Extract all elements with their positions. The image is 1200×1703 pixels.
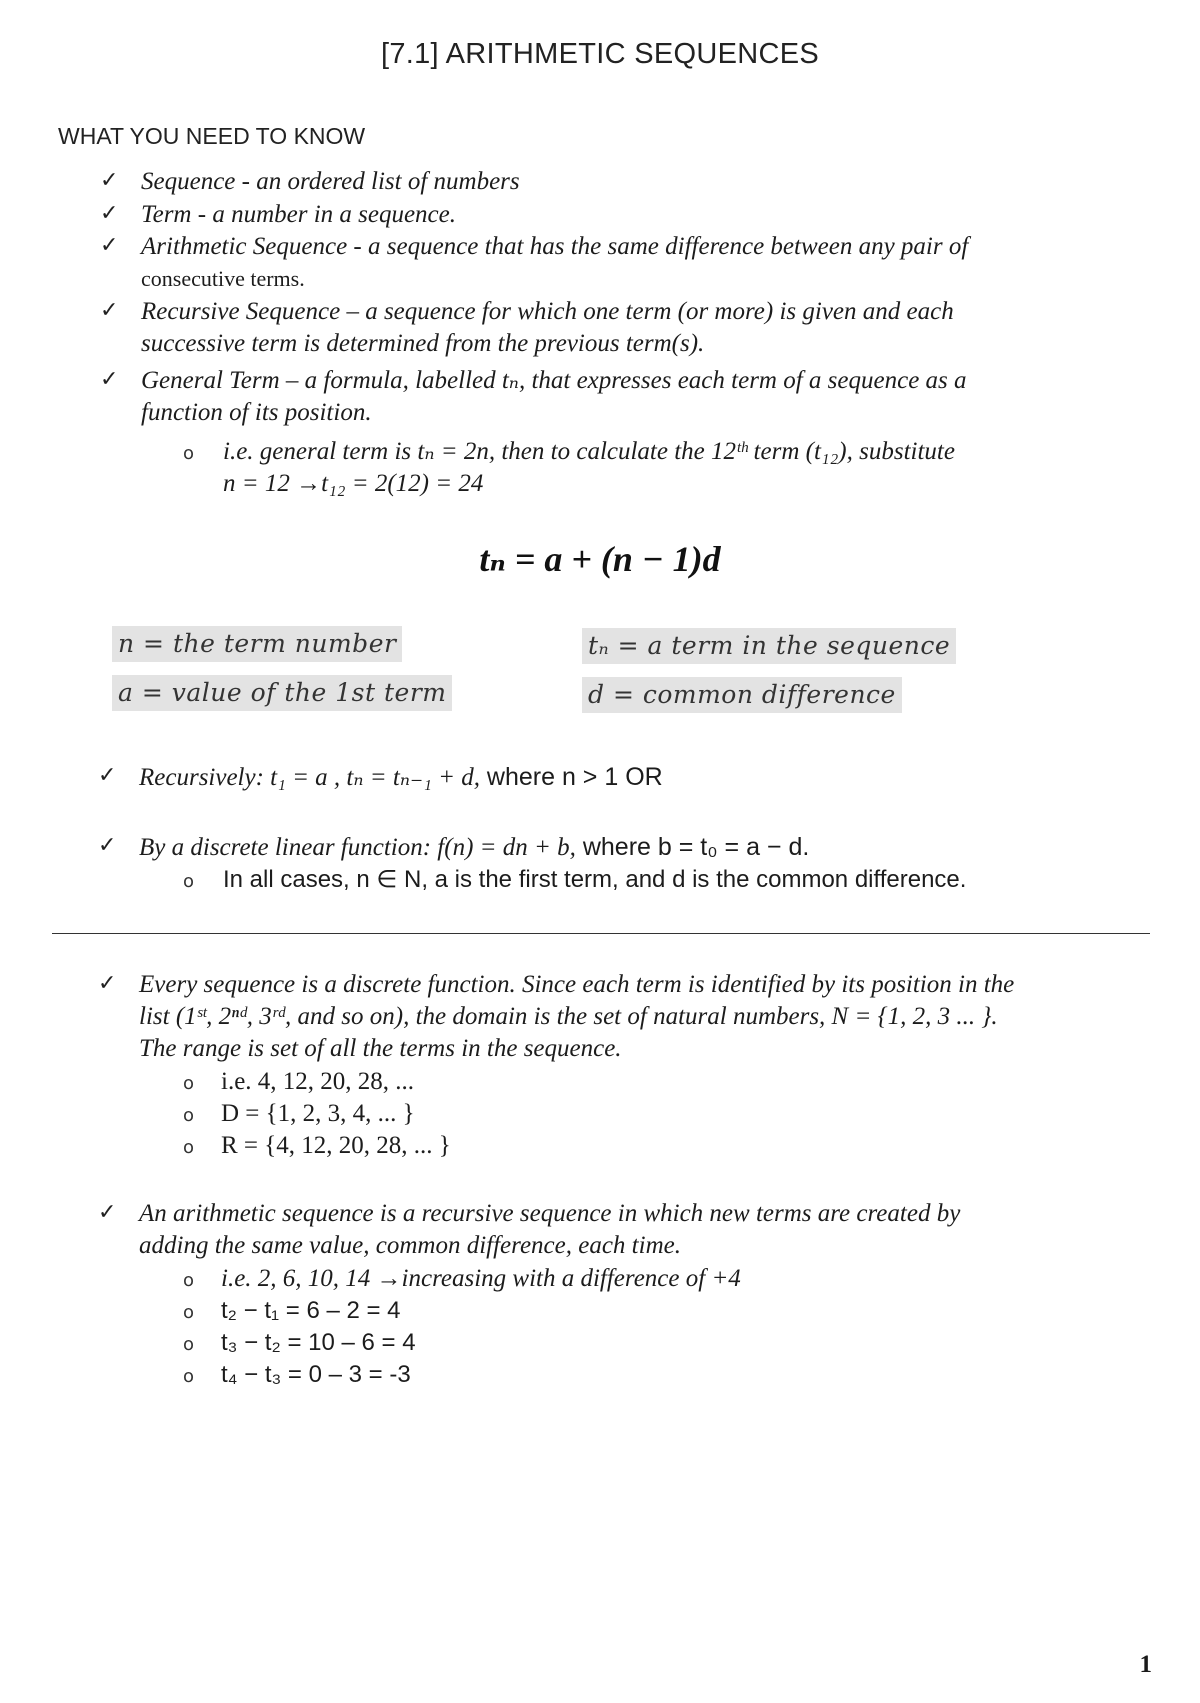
definition-sequence: Sequence - an ordered list of numbers	[141, 168, 520, 195]
range-set: R = {4, 12, 20, 28, ... }	[221, 1132, 451, 1159]
checkmark-icon: ✓	[100, 367, 119, 392]
difference-2: t₃ − t₂ = 10 – 6 = 4	[221, 1329, 416, 1356]
definition-arithmetic-line1: Arithmetic Sequence - a sequence that has the same difference between any pair of	[141, 233, 969, 260]
all-cases-note: In all cases, n ∈ N, a is the first term, and d is the common difference.	[223, 866, 967, 893]
arith-recursive-line2: adding the same value, common difference, each time.	[139, 1232, 681, 1259]
page-title: [7.1] ARITHMETIC SEQUENCES	[380, 38, 820, 70]
checkmark-icon: ✓	[98, 833, 117, 858]
difference-3: t₄ − t₃ = 0 – 3 = -3	[221, 1361, 411, 1388]
var-tn-definition: tₙ = a term in the sequence	[582, 628, 956, 664]
checkmark-icon: ✓	[98, 763, 117, 788]
section-divider	[52, 933, 1150, 934]
checkmark-icon: ✓	[98, 971, 117, 996]
definition-general-line2: function of its position.	[141, 399, 372, 426]
definition-arithmetic-line2: consecutive terms.	[141, 266, 305, 291]
definition-general-line1: General Term – a formula, labelled tₙ, that expresses each term of a sequence as a	[141, 367, 967, 394]
checkmark-icon: ✓	[98, 1200, 117, 1225]
every-sequence-line3: The range is set of all the terms in the sequence.	[139, 1035, 622, 1062]
checkmark-icon: ✓	[100, 298, 119, 323]
var-a-definition: a = value of the 1st term	[112, 675, 452, 711]
bullet-icon: o	[183, 1302, 195, 1323]
checkmark-icon: ✓	[100, 233, 119, 258]
sequence-example: i.e. 4, 12, 20, 28, ...	[221, 1068, 415, 1095]
discrete-function-formula: By a discrete linear function: f(n) = dn + b, where b = t₀ = a − d.	[139, 833, 810, 861]
difference-1: t₂ − t₁ = 6 – 2 = 4	[221, 1297, 401, 1324]
bullet-icon: o	[183, 1366, 195, 1387]
var-n-definition: n = the term number	[112, 626, 402, 662]
every-sequence-line1: Every sequence is a discrete function. Since each term is identified by its position in the	[139, 971, 1015, 998]
general-term-formula: tₙ = a + (n − 1)d	[479, 539, 721, 579]
recursive-formula: Recursively: t₁ = a , tₙ = tₙ₋₁ + d, where n > 1 OR	[139, 763, 663, 791]
definition-recursive-line2: successive term is determined from the previous term(s).	[141, 330, 705, 357]
bullet-icon: o	[183, 443, 195, 464]
arith-recursive-line1: An arithmetic sequence is a recursive sequence in which new terms are created by	[139, 1200, 961, 1227]
var-d-definition: d = common difference	[582, 677, 902, 713]
arith-example: i.e. 2, 6, 10, 14 →increasing with a difference of +4	[221, 1265, 741, 1292]
general-example-line2: n = 12 →t₁₂ = 2(12) = 24	[223, 470, 484, 497]
bullet-icon: o	[183, 1105, 195, 1126]
definition-term: Term - a number in a sequence.	[141, 201, 457, 228]
general-example-line1: i.e. general term is tₙ = 2n, then to calculate the 12ᵗʰ term (t₁₂), substitute	[223, 438, 955, 465]
bullet-icon: o	[183, 1073, 195, 1094]
checkmark-icon: ✓	[100, 168, 119, 193]
bullet-icon: o	[183, 1270, 195, 1291]
definition-recursive-line1: Recursive Sequence – a sequence for which one term (or more) is given and each	[141, 298, 954, 325]
bullet-icon: o	[183, 1334, 195, 1355]
section-heading: WHAT YOU NEED TO KNOW	[58, 123, 366, 149]
page-number: 1	[1139, 1651, 1152, 1678]
domain-set: D = {1, 2, 3, 4, ... }	[221, 1100, 415, 1127]
checkmark-icon: ✓	[100, 201, 119, 226]
bullet-icon: o	[183, 1137, 195, 1158]
every-sequence-line2: list (1ˢᵗ, 2ⁿᵈ, 3ʳᵈ, and so on), the domain is the set of natural numbers, N = {1, 2, 3 ... }.	[139, 1003, 998, 1030]
bullet-icon: o	[183, 871, 195, 892]
